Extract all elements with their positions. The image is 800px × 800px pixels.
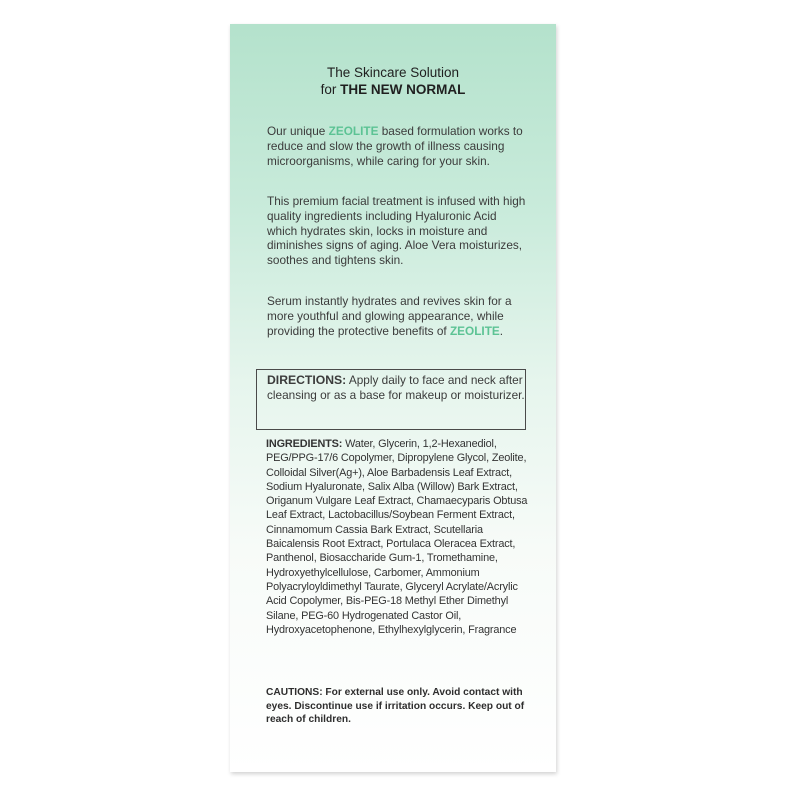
directions-heading: DIRECTIONS:: [267, 373, 347, 387]
label-title: [230, 64, 556, 98]
directions-text: Apply daily to face and neck after cleansing or as a base for makeup or moisturizer.: [267, 373, 525, 402]
intro-text-after: based formulation works to reduce and slow the growth of illness causing microorganisms, while caring for your skin.: [267, 124, 523, 168]
intro-paragraph: [267, 124, 529, 168]
title-line-2: [230, 81, 556, 98]
directions-box: [256, 369, 526, 430]
serum-text-before: Serum instantly hydrates and revives skin for a more youthful and glowing appearance, while providing the protective benefits of: [267, 294, 512, 338]
ingredients-list: [266, 437, 536, 637]
title-line-1: The Skincare Solution: [326, 65, 460, 80]
cautions-text: CAUTIONS: For external use only. Avoid contact with eyes. Discontinue use if irritation occurs. Keep out of reach of children.: [266, 687, 525, 725]
intro-text-before: Our unique: [267, 124, 329, 138]
ingredients-text: Water, Glycerin, 1,2-Hexanediol, PEG/PPG-17/6 Copolymer, Dipropylene Glycol, Zeolite, Colloidal Silver(Ag+), Aloe Barbadensis Leaf Extract, Sodium Hyaluronate, Salix Alba (Willow) Bark Extract, Origanum Vulgare Leaf Extract, Chamaecyparis Obtusa Leaf Extract, Lactobacillus/Soybean Ferment Extract, Cinnamomum Cassia Bark Extract, Scutellaria Baicalensis Root Extract, Portulaca Oleracea Extract, Panthenol, Biosaccharide Gum-1, Tromethamine, Hydroxyethylcellulose, Carbomer, Ammonium Polyacryloyldimethyl Taurate, Glyceryl Acrylate/Acrylic Acid Copolymer, Bis-PEG-18 Methyl Ether Dimethyl Silane, PEG-60 Hydrogenated Castor Oil, Hydroxyacetophenone, Ethylhexylglycerin, Fragrance: [266, 438, 528, 636]
title-line-2-bold: THE NEW NORMAL: [340, 82, 466, 97]
zeolite-highlight: ZEOLITE: [449, 323, 500, 338]
treatment-paragraph: This premium facial treatment is infused with high quality ingredients including Hyaluronic Acid which hydrates skin, locks in moisture and diminishes signs of aging. Aloe Vera moisturizes, soothes and tightens skin.: [267, 194, 526, 268]
zeolite-highlight: ZEOLITE: [328, 124, 379, 138]
product-label-panel: [230, 24, 556, 772]
title-line-2-prefix: for: [320, 82, 341, 97]
ingredients-heading: INGREDIENTS:: [266, 438, 343, 450]
serum-text-after: .: [499, 323, 504, 338]
serum-paragraph: [267, 294, 529, 338]
